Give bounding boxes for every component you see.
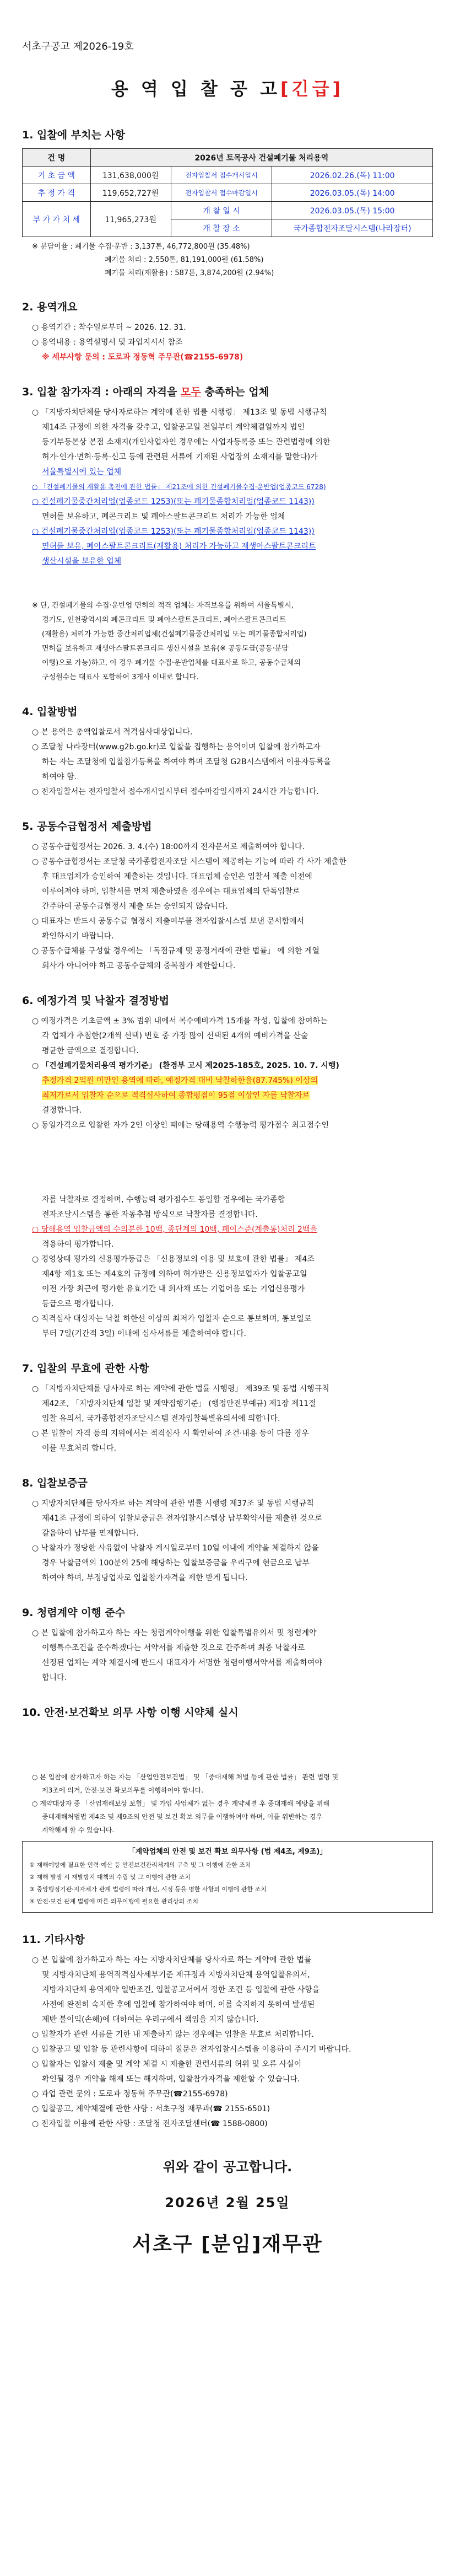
section-4-heading: 4. 입찰방법 — [22, 706, 78, 718]
section-5-heading: 5. 공동수급협정서 제출방법 — [22, 820, 152, 833]
list-item: ○ 예정가격은 기초금액 ± 3% 범위 내에서 복수예비가격 15개를 작성, 입찰에 참여하는 — [32, 1017, 328, 1026]
table-cell: 기 초 금 액 — [23, 167, 91, 184]
urgent-label: [긴급] — [280, 78, 344, 99]
section-9-heading: 9. 청렴계약 이행 준수 — [22, 1607, 126, 1619]
box-line: ② 재해 발생 시 재발방지 대책의 수립 및 그 이행에 관한 조치 — [29, 1874, 191, 1881]
list-item: 제3조에 의거, 안전·보건 확보의무를 이행하여야 합니다. — [42, 1786, 204, 1794]
list-item: 제42조, 「지방자치단체 입찰 및 계약집행기준」 (행정안전부예규) 제1장 제11절 — [42, 1399, 316, 1408]
blank-space — [22, 1148, 433, 1163]
section-7-body — [22, 1382, 433, 1456]
joint-bid-note — [22, 599, 433, 685]
highlight-text: 최저가로서 입찰자 순으로 적격심사하여 종합평점이 95점 이상인 자를 낙찰자로 — [42, 1091, 310, 1100]
list-item: ○ 「지방자치단체를 당사자로 하는 계약에 관한 법률 시행령」 제39조 및 동법 시행규칙 — [32, 1384, 329, 1393]
closing-statement: 위와 같이 공고합니다. — [162, 2159, 292, 2175]
section-9-body — [22, 1626, 433, 1686]
text-line: 제14조 규정에 의한 자격을 갖추고, 입찰공고일 전일부터 계약체결일까지 법인 — [42, 423, 305, 432]
text-line: (재활용) 처리가 가능한 중간처리업체(건설폐기물중간처리업 또는 폐기물종합처리업) — [42, 630, 307, 638]
list-item: ○ 본 용역은 총액입찰로서 적격심사대상입니다. — [32, 728, 193, 737]
bid-summary-table — [22, 148, 433, 237]
table-cell: 국가종합전자조달시스템(나라장터) — [272, 219, 433, 237]
section-1-heading: 1. 입찰에 부치는 사항 — [22, 129, 126, 141]
section-10-heading: 10. 안전·보건확보 의무 사항 이행 시약체 실시 — [22, 1706, 239, 1719]
text-line: 면허를 보유하고 재생아스팔트콘크리트 생산시설을 보유(※ 공동도급(공동·분담 — [42, 645, 289, 653]
table-cell: 전자입찰서 접수마감일시 — [171, 184, 272, 202]
list-item: ○ 경영상태 평가의 신용평가등급은 「신용정보의 이용 및 보호에 관한 법률」 제4조 — [32, 1255, 315, 1264]
list-item: 제반 불이익(손해)에 대하여는 우리구에서 책임을 지지 않습니다. — [42, 2015, 259, 2024]
table-cell: 2026.02.26.(목) 11:00 — [272, 167, 433, 184]
highlight-text: ○ 당해용역 입찰금액의 수의분한 10백, 종단계의 10백, 페이스준(계출통)처리 2백을 — [32, 1225, 317, 1234]
section-7-heading: 7. 입찰의 무효에 관한 사항 — [22, 1362, 149, 1375]
list-item: 후 대표업체가 승인하여 제출하는 것입니다. 대표업체 승인은 입찰서 제출 이전에 — [42, 872, 312, 881]
list-item: ○ 본 입찰에 참가하고자 하는 자는 청렴계약이행을 위한 입찰특별유의서 및 청렴계약 — [32, 1629, 317, 1638]
section-10-body — [22, 1770, 433, 1837]
section-3-heading — [22, 384, 433, 399]
list-item: 확인될 경우 계약을 해제 또는 해지하며, 입찰참가자격을 제한할 수 있습니다. — [42, 2075, 300, 2084]
list-item: ○ 과업 관련 문의 : 도로과 정동혁 주무관(☎2155-6978) — [32, 2090, 228, 2099]
list-item: ○ 용역내용 : 용역설명서 및 과업지시서 참조 — [32, 338, 183, 347]
list-item: ○ 「건설폐기물처리용역 평가기준」 (환경부 고시 제2025-185호, 2025. 10. 7. 시행) — [32, 1061, 339, 1070]
text-line — [32, 554, 433, 569]
table-cell: 131,638,000원 — [90, 167, 171, 184]
note-line: 폐기물 처리(재활용) : 587톤, 3,874,200원 (2.94%) — [105, 269, 274, 277]
table-cell: 11,965,273원 — [90, 202, 171, 237]
text-line: 이행)으로 가능)하고, 이 경우 폐기물 수집·운반업체를 대표사로 하고, 공동수급체의 — [42, 659, 301, 667]
table-row — [23, 184, 433, 202]
list-item: 이를 무효처리 합니다. — [42, 1444, 117, 1453]
table-header-row — [23, 149, 433, 167]
list-item: ○ 동일가격으로 입찰한 자가 2인 이상인 때에는 당해용역 수행능력 평가점수 최고점수인 — [32, 1121, 329, 1130]
section-11-body — [22, 1953, 433, 2132]
list-item: 부터 7일(기간적 3일) 이내에 심사서류를 제출하여야 합니다. — [42, 1329, 246, 1338]
blank-space — [22, 1726, 433, 1741]
list-item: 간주하여 공동수급협정서 제출 또는 승인되지 않습니다. — [42, 902, 228, 911]
list-item: ○ 대표자는 반드시 공동수급 협정서 제출여부를 전자입찰시스템 보낸 문서함에서 — [32, 917, 305, 926]
box-line: ④ 안전·보건 관계 법령에 따른 의무이행에 필요한 관리상의 조치 — [29, 1898, 198, 1905]
section-8-body — [22, 1496, 433, 1586]
list-item: ○ 본 입찰이 자격 등의 지위에서는 적격심사 시 확인하여 조건·내용 등이 다를 경우 — [32, 1429, 309, 1438]
table-cell: 추 정 가 격 — [23, 184, 91, 202]
list-item: 계약해제 할 수 있습니다. — [42, 1826, 115, 1834]
blank-space — [22, 569, 433, 584]
section-4-body — [22, 725, 433, 799]
note-line: ※ 분담이율 : 폐기물 수집·운반 : 3,137톤, 46,772,800원 (35.48%) — [32, 243, 250, 251]
heading-text: 충족하는 업체 — [201, 386, 269, 398]
list-item: 등급으로 평가합니다. — [42, 1300, 114, 1308]
issuing-organization: 서초구 [분임]재무관 — [132, 2233, 323, 2256]
list-item — [32, 1074, 433, 1088]
text-line — [32, 480, 433, 495]
box-line: ③ 중앙행정기관·지자체가 관계 법령에 따라 개선, 시정 등을 명한 사항의 이행에 관한 조치 — [29, 1886, 267, 1893]
text-line: 구성원수는 대표사 포함하여 3개사 이내로 합니다. — [42, 673, 199, 681]
text-line: ○ 「지방자치단체를 당사자로하는 계약에 관한 법률 시행령」 제13조 및 동법 시행규칙 — [32, 408, 327, 417]
list-item: ○ 낙찰자가 정당한 사유없이 낙찰자 계시일로부터 10일 이내에 계약을 체결하지 않을 — [32, 1544, 319, 1553]
text-line — [32, 495, 433, 509]
location-requirement: 서울특별시에 있는 업체 — [42, 468, 122, 476]
section-2-body — [22, 320, 433, 365]
list-item: ○ 본 입찰에 참가하고자 하는 자는 지방자치단체를 당사자로 하는 계약에 관한 법률 — [32, 1956, 312, 1965]
license-requirement: ○ 건설폐기물중간처리업(업종코드 1253)(또는 폐기물종합처리업(업종코드 1143)) — [32, 497, 315, 506]
blank-space — [22, 1741, 433, 1756]
list-item: 평균한 금액으로 결정합니다. — [42, 1046, 139, 1055]
table-cell: 개 찰 일 시 — [171, 202, 272, 219]
section-6-body-continued — [22, 1193, 433, 1341]
box-title: 「계약업체의 안전 및 보건 확보 의무사항 (법 제4조, 제9조)」 — [128, 1848, 327, 1856]
list-item: ○ 공동수급협정서는 조달청 국가종합전자조달 시스템이 제공하는 기능에 따라 각 사가 제출한 — [32, 857, 346, 866]
text-line — [32, 539, 433, 554]
share-ratio-notes — [22, 240, 433, 280]
license-requirement: ○ 건설폐기물중간처리업(업종코드 1253)(또는 폐기물종합처리업(업종코드 1143)) — [32, 527, 315, 536]
table-cell: 2026.03.05.(목) 15:00 — [272, 202, 433, 219]
list-item: 각 업체가 추첨한(2개씩 선택) 번호 중 가장 많이 선택된 4개의 예비가격을 산술 — [42, 1032, 308, 1040]
section-3-body — [22, 405, 433, 569]
blank-space — [22, 1133, 433, 1148]
list-item: 및 지방자치단체 용역적격심사세부기준 제규정과 지방자치단체 용역입찰유의서, — [42, 1971, 310, 1979]
text-line — [32, 524, 433, 539]
blank-space — [22, 1163, 433, 1178]
heading-text: 3. 입찰 참가자격 : 아래의 자격을 — [22, 386, 181, 398]
list-item: ○ 본 입찰에 참가하고자 하는 자는 「산업안전보건법」 및 「중대재해 처벌 등에 관한 법률」 관련 법령 및 — [32, 1773, 339, 1781]
list-item: 하여야 함. — [42, 772, 77, 781]
list-item: 제41조 규정에 의하여 입찰보증금은 전자입찰시스템상 납부확약서를 제출한 것으로 — [42, 1514, 322, 1523]
text-line: 면허를 보유하고, 폐콘크리트 및 폐아스팔트콘크리트 처리가 가능한 업체 — [42, 512, 285, 521]
list-item: 적용하여 평가합니다. — [42, 1240, 114, 1249]
list-item: ○ 입찰자가 관련 서류를 기한 내 제출하지 않는 경우에는 입찰을 무효로 처리합니다. — [32, 2030, 314, 2039]
section-11-heading: 11. 기타사항 — [22, 1934, 85, 1946]
table-cell: 119,652,727원 — [90, 184, 171, 202]
highlight-text: 추정가격 2억원 미만인 용역에 따라, 예정가격 대비 낙찰하한율(87.745%) 이상의 — [42, 1076, 318, 1085]
heading-emphasis: 모두 — [180, 386, 201, 398]
text-line — [32, 465, 433, 480]
document-title — [22, 75, 433, 100]
list-item: 이행특수조건을 준수하겠다는 서약서를 제출한 것으로 간주하며 최종 낙찰자로 — [42, 1644, 305, 1652]
list-item: 전자조달시스템을 통한 자동추첨 방식으로 낙찰자를 결정합니다. — [42, 1210, 258, 1219]
list-item: ○ 적격심사 대상자는 낙찰 하한선 이상의 최저가 입찰자 순으로 통보하며, 통보일로 — [32, 1314, 312, 1323]
list-item: 이전 가장 최근에 평가한 유효기간 내 회사채 또는 기업어음 또는 기업신용평가 — [42, 1285, 305, 1294]
list-item: ○ 입찰공고 및 입찰 등 관련사항에 대하여 질문은 전자입찰시스템을 이용하여 주시기 바랍니다. — [32, 2045, 351, 2054]
document-number: 서초구공고 제2026-19호 — [22, 41, 134, 52]
blank-space — [22, 584, 433, 599]
list-item: 결정합니다. — [42, 1106, 82, 1115]
table-header-cell: 건 명 — [23, 149, 91, 167]
table-cell: 개 찰 장 소 — [171, 219, 272, 237]
list-item: 경우 낙찰금액의 100분의 25에 해당하는 입찰보증금을 우리구에 현금으로 납부 — [42, 1559, 310, 1568]
list-item: 하는 자는 조달청에 입찰참가등록을 하여야 하며 조달청 G2B시스템에서 이용자등록을 — [42, 758, 331, 766]
table-cell: 부 가 가 치 세 — [23, 202, 91, 237]
table-cell: 2026.03.05.(목) 14:00 — [272, 184, 433, 202]
table-row — [23, 167, 433, 184]
list-item: ○ 공동수급체를 구성할 경우에는 「독점규제 및 공정거래에 관한 법률」 에 의한 계열 — [32, 947, 319, 956]
list-item: 합니다. — [42, 1673, 67, 1682]
list-item: 이루어져야 하며, 입찰서를 먼저 제출하였을 경우에는 대표업체의 단독입찰로 — [42, 887, 300, 896]
table-header-cell: 2026년 토목공사 건설폐기물 처리용역 — [90, 149, 432, 167]
list-item: ○ 계약대상자 중 「산업재해보상 보험」 및 가입 사업체가 없는 경우 계약체결 후 중대재해 예방을 위해 — [32, 1800, 329, 1807]
list-item: ○ 입찰자는 입찰서 제출 및 계약 체결 시 제출한 관련서류의 허위 및 오류 사실이 — [32, 2060, 302, 2069]
facility-requirement: 생산시설을 보유한 업체 — [42, 557, 122, 566]
title-main: 용 역 입 찰 공 고 — [111, 78, 281, 99]
blank-space — [22, 1178, 433, 1193]
table-row — [23, 202, 433, 219]
text-line: 허가·인가·면허·등록·신고 등에 관련된 서류에 기재된 사업장의 소재지를 말한다)가 — [42, 453, 318, 461]
inquiry-note: ※ 세부사항 문의 : 도로과 정동혁 주무관(☎2155-6978) — [42, 353, 243, 362]
list-item: 입찰 유의서, 국가종합전자조달시스템 전자입찰특별유의서에 의합니다. — [42, 1414, 280, 1423]
list-item: ○ 용역기간 : 착수일로부터 ~ 2026. 12. 31. — [32, 323, 186, 332]
list-item: 확인하시기 바랍니다. — [42, 932, 114, 941]
list-item: ○ 공동수급협정서는 2026. 3. 4.(수) 18:00까지 전자문서로 제출하여야 합니다. — [32, 842, 305, 851]
text-line: 경기도, 인천광역시의 폐콘크리트 및 폐아스팔트콘크리트, 폐아스팔트콘크리트 — [42, 616, 286, 624]
list-item: 선정된 업체는 계약 체결시에 반드시 대표자가 서명한 청렴이행서약서를 제출하여야 — [42, 1659, 322, 1667]
section-8-heading: 8. 입찰보증금 — [22, 1477, 88, 1489]
text-line: ※ 단, 건설폐기물의 수집·운반업 면허의 적격 업체는 자격보유를 위하여 서울특별시, — [32, 602, 294, 610]
note-line: 폐기물 처리 : 2,550톤, 81,191,000원 (61.58%) — [105, 256, 264, 264]
section-6-body — [22, 1014, 433, 1133]
blank-space — [22, 1756, 433, 1770]
notice-date: 2026년 2월 25일 — [165, 2195, 290, 2210]
box-line: ① 재해예방에 필요한 인력·예산 등 안전보건관리체계의 구축 및 그 이행에 관한 조치 — [29, 1861, 251, 1869]
section-5-body — [22, 840, 433, 974]
list-item: 사전에 완전히 숙지한 후에 입찰에 참가하여야 하며, 이를 숙지하지 못하여 발생된 — [42, 2000, 315, 2009]
list-item — [32, 1222, 433, 1237]
facility-requirement: 면허를 보유, 폐아스팔트콘크리트(재활용) 처리가 가능하고 재생아스팔트콘크리트 — [42, 542, 316, 551]
section-2-heading: 2. 용역개요 — [22, 301, 78, 313]
section-6-heading: 6. 예정가격 및 낙찰자 결정방법 — [22, 995, 170, 1007]
list-item: 지방자치단체 용역계약 일반조건, 입찰공고서에서 정한 조건 등 입찰에 관한 사항을 — [42, 1985, 320, 1994]
table-cell: 전자입찰서 접수개시일시 — [171, 167, 272, 184]
list-item: 하여야 하며, 부정당업자로 입찰참가자격을 제한 받게 됩니다. — [42, 1574, 248, 1582]
safety-duties-box — [22, 1841, 433, 1913]
list-item: ○ 전자입찰 이용에 관한 사항 : 조달청 전자조달센터(☎ 1588-0800) — [32, 2119, 268, 2128]
list-item — [32, 1088, 433, 1103]
text-line: 등기부등본상 본점 소재지(개인사업자인 경우에는 사업자등록증 또는 관련법령에 의한 — [42, 438, 331, 447]
list-item: 회사가 아니어야 하고 공동수급체의 중복참가 제한합니다. — [42, 962, 236, 970]
license-requirement: ○ 「건설폐기물의 재활용 촉진에 관한 법률」 제21조에 의한 건설폐기물수집·운반업(업종코드 6728) — [32, 483, 326, 491]
list-item: ○ 입찰공고, 계약체결에 관한 사항 : 서초구청 재무과(☎ 2155-6501) — [32, 2105, 270, 2113]
notice-page — [22, 0, 433, 2257]
list-item: 중대재해처벌법 제4조 및 제9조의 안전 및 보건 확보 의무를 이행하여야 하며, 이를 위반하는 경우 — [42, 1813, 323, 1821]
list-item: ○ 조달청 나라장터(www.g2b.go.kr)로 입찰을 집행하는 용역이며 입찰에 참가하고자 — [32, 743, 321, 752]
list-item: 제4항 제1호 또는 제4호의 규정에 의하여 허가받은 신용정보업자가 입찰공고일 — [42, 1270, 307, 1279]
list-item: ○ 전자입찰서는 전자입찰서 접수개시일시부터 접수마감일시까지 24시간 가능합니다. — [32, 787, 319, 796]
list-item: ○ 지방자치단체를 당사자로 하는 계약에 관한 법률 시행령 제37조 및 동법 시행규칙 — [32, 1499, 314, 1508]
list-item: 자를 낙찰자로 결정하며, 수행능력 평가점수도 동일할 경우에는 국가종합 — [42, 1195, 285, 1204]
list-item: 갈음하여 납부를 면제합니다. — [42, 1529, 139, 1538]
